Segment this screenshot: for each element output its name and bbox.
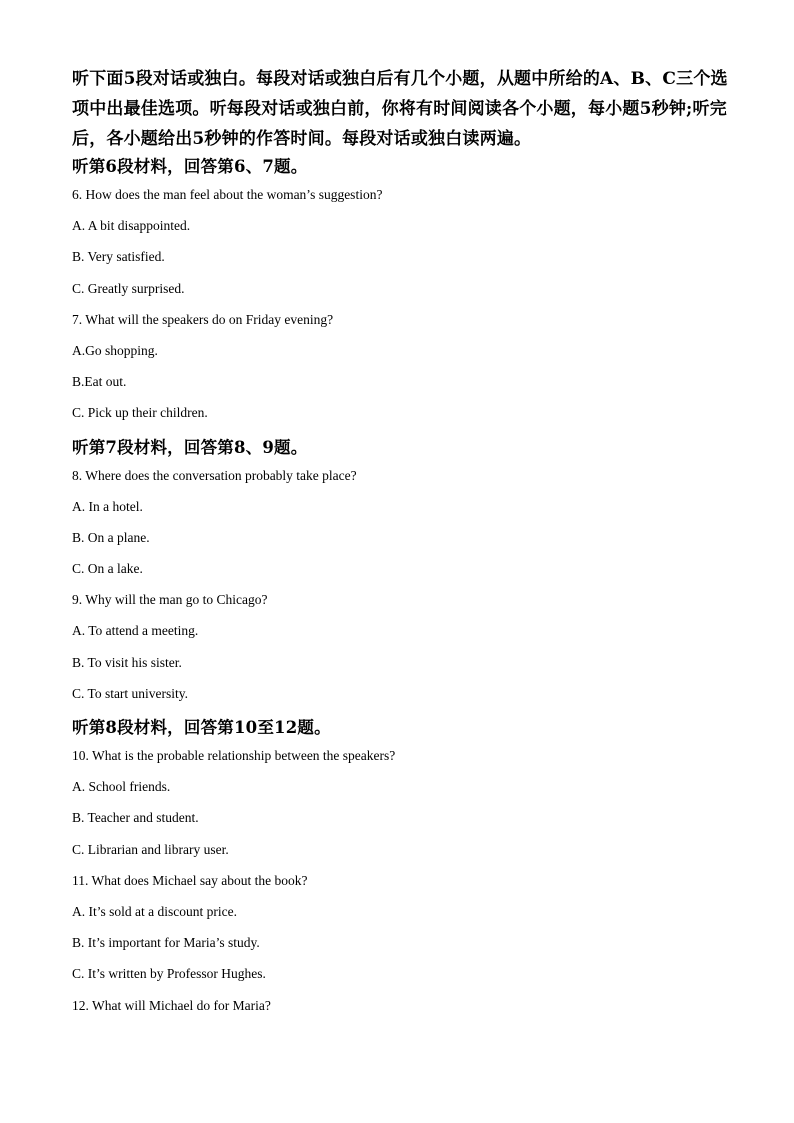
question-stem: 7. What will the speakers do on Friday evening? bbox=[72, 311, 334, 327]
answer-option: A. It’s sold at a discount price. bbox=[72, 903, 237, 919]
answer-option: C. It’s written by Professor Hughes. bbox=[72, 966, 266, 982]
answer-option: C. Librarian and library user. bbox=[72, 841, 229, 857]
answer-option: C. Greatly surprised. bbox=[72, 280, 185, 296]
question-item bbox=[72, 591, 732, 716]
answer-option: B. Teacher and student. bbox=[72, 810, 199, 826]
question-item bbox=[72, 747, 732, 872]
answer-option: B.Eat out. bbox=[72, 374, 127, 390]
question-stem: 9. Why will the man go to Chicago? bbox=[72, 592, 268, 608]
question-item bbox=[72, 186, 732, 311]
question-item bbox=[72, 997, 732, 1028]
answer-option: A. A bit disappointed. bbox=[72, 218, 191, 234]
question-item bbox=[72, 311, 732, 436]
answer-option: B. It’s important for Maria’s study. bbox=[72, 935, 260, 951]
section-heading: 听第7段材料，回答第8、9题。 bbox=[72, 437, 308, 457]
answer-option: A. In a hotel. bbox=[72, 498, 143, 514]
question-stem: 8. Where does the conversation probably take place? bbox=[72, 467, 357, 483]
question-stem: 11. What does Michael say about the book? bbox=[72, 872, 308, 888]
section-heading: 听第6段材料，回答第6、7题。 bbox=[72, 157, 308, 176]
answer-option: C. To start university. bbox=[72, 685, 189, 701]
question-stem: 6. How does the man feel about the woman’s suggestion? bbox=[72, 187, 383, 202]
answer-option: B. Very satisfied. bbox=[72, 249, 165, 265]
question-stem: 10. What is the probable relationship between the speakers? bbox=[72, 748, 396, 763]
section-heading: 听第8段材料，回答第10至12题。 bbox=[72, 718, 331, 737]
question-stem: 12. What will Michael do for Maria? bbox=[72, 997, 271, 1013]
answer-option: C. On a lake. bbox=[72, 561, 143, 577]
answer-option: A.Go shopping. bbox=[72, 342, 158, 358]
answer-option: B. To visit his sister. bbox=[72, 654, 182, 670]
document-page bbox=[72, 64, 732, 1028]
sections-container bbox=[72, 155, 732, 1028]
answer-option: B. On a plane. bbox=[72, 529, 150, 545]
question-item bbox=[72, 872, 732, 997]
answer-option: C. Pick up their children. bbox=[72, 405, 208, 421]
listening-instructions: 听下面5段对话或独白。每段对话或独白后有几个小题，从题中所给的A、B、C三个选项中出最佳选项。听每段对话或独白前，你将有时间阅读各个小题，每小题5秒钟;听完后，各小题给出5秒钟的作答时间。每段对话或独白读两遍。 bbox=[72, 69, 728, 149]
question-item bbox=[72, 467, 732, 592]
answer-option: A. To attend a meeting. bbox=[72, 623, 199, 639]
answer-option: A. School friends. bbox=[72, 779, 171, 795]
